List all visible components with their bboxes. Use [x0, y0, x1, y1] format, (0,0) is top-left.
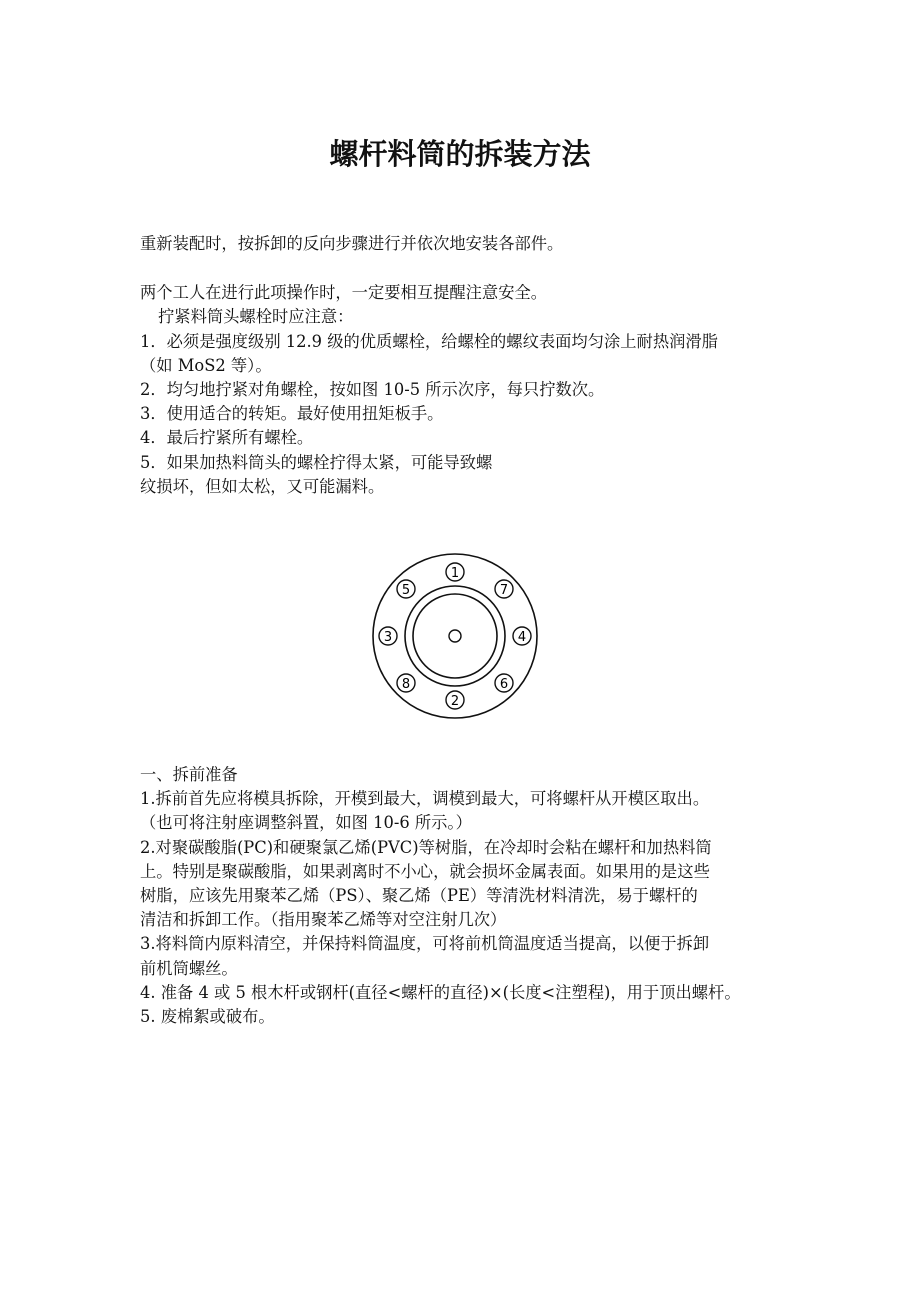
list-item: 2.对聚碳酸脂(PC)和硬聚氯乙烯(PVC)等树脂，在冷却时会粘在螺杆和加热料筒 — [140, 837, 712, 857]
bolt-5 — [397, 580, 415, 598]
barrel-ring-outer — [405, 586, 505, 686]
intro-line-reassembly: 重新装配时，按拆卸的反向步骤进行并依次地安装各部件。 — [140, 234, 564, 253]
list-item: 树脂，应该先用聚苯乙烯（PS）、聚乙烯（PE）等清洗材料清洗，易于螺杆的 — [140, 885, 698, 905]
list-item: 4. 准备 4 或 5 根木杆或钢杆(直径<螺杆的直径)×(长度<注塑程)，用于顶出螺杆。 — [140, 982, 741, 1002]
barrel-ring-inner — [413, 594, 497, 678]
bolt-1 — [446, 563, 464, 581]
list-item: （也可将注射座调整斜置，如图 10-6 所示。） — [140, 813, 472, 833]
section-preparation — [140, 763, 790, 1029]
bolt-2 — [446, 691, 464, 709]
list-item: 2．均匀地拧紧对角螺栓，按如图 10-5 所示次序，每只拧数次。 — [140, 379, 605, 399]
bolt-7 — [495, 580, 513, 598]
list-item: 5. 废棉絮或破布。 — [140, 1006, 275, 1026]
bolt-4-label: 4 — [517, 630, 527, 645]
list-item: （如 MoS2 等）。 — [140, 355, 272, 375]
bolt-5-label: 5 — [401, 583, 411, 598]
intro-line-safety: 两个工人在进行此项操作时，一定要相互提醒注意安全。 — [140, 283, 548, 303]
section-heading: 一、拆前准备 — [140, 765, 238, 784]
list-item: 1．必须是强度级别 12.9 级的优质螺栓，给螺栓的螺纹表面均匀涂上耐热润滑脂 — [140, 331, 718, 351]
bolt-8-label: 8 — [401, 677, 411, 692]
bolt-1-label: 1 — [450, 566, 460, 581]
list-item: 4．最后拧紧所有螺栓。 — [140, 428, 314, 448]
bolt-6-label: 6 — [499, 677, 509, 692]
list-item: 3.将料筒内原料清空，并保持料筒温度，可将前机筒温度适当提高，以便于拆卸 — [140, 934, 710, 954]
bolt-8 — [397, 674, 415, 692]
bolt-3 — [379, 627, 397, 645]
list-item: 前机筒螺丝。 — [140, 958, 238, 978]
list-item: 清洁和拆卸工作。（指用聚苯乙烯等对空注射几次） — [140, 910, 507, 930]
bolt-4 — [513, 627, 531, 645]
center-hole — [449, 630, 461, 642]
bolt-7-label: 7 — [499, 583, 509, 598]
intro-line-tightening: 拧紧料筒头螺栓时应注意： — [158, 307, 354, 327]
bolt-sequence-diagram — [366, 552, 544, 722]
list-item: 5．如果加热料筒头的螺栓拧得太紧，可能导致螺 — [140, 452, 493, 472]
list-item: 1.拆前首先应将模具拆除，开模到最大，调模到最大，可将螺杆从开模区取出。 — [140, 789, 710, 809]
list-item: 3．使用适合的转矩。最好使用扭矩板手。 — [140, 404, 444, 424]
bolt-3-label: 3 — [383, 630, 393, 645]
list-item: 纹损坏，但如太松，又可能漏料。 — [140, 476, 385, 496]
list-item: 上。特别是聚碳酸脂，如果剥离时不小心，就会损坏金属表面。如果用的是这些 — [140, 861, 710, 881]
bolt-6 — [495, 674, 513, 692]
document-title: 螺杆料筒的拆装方法 — [329, 137, 591, 171]
bolt-2-label: 2 — [450, 694, 460, 709]
intro-section — [140, 232, 790, 499]
